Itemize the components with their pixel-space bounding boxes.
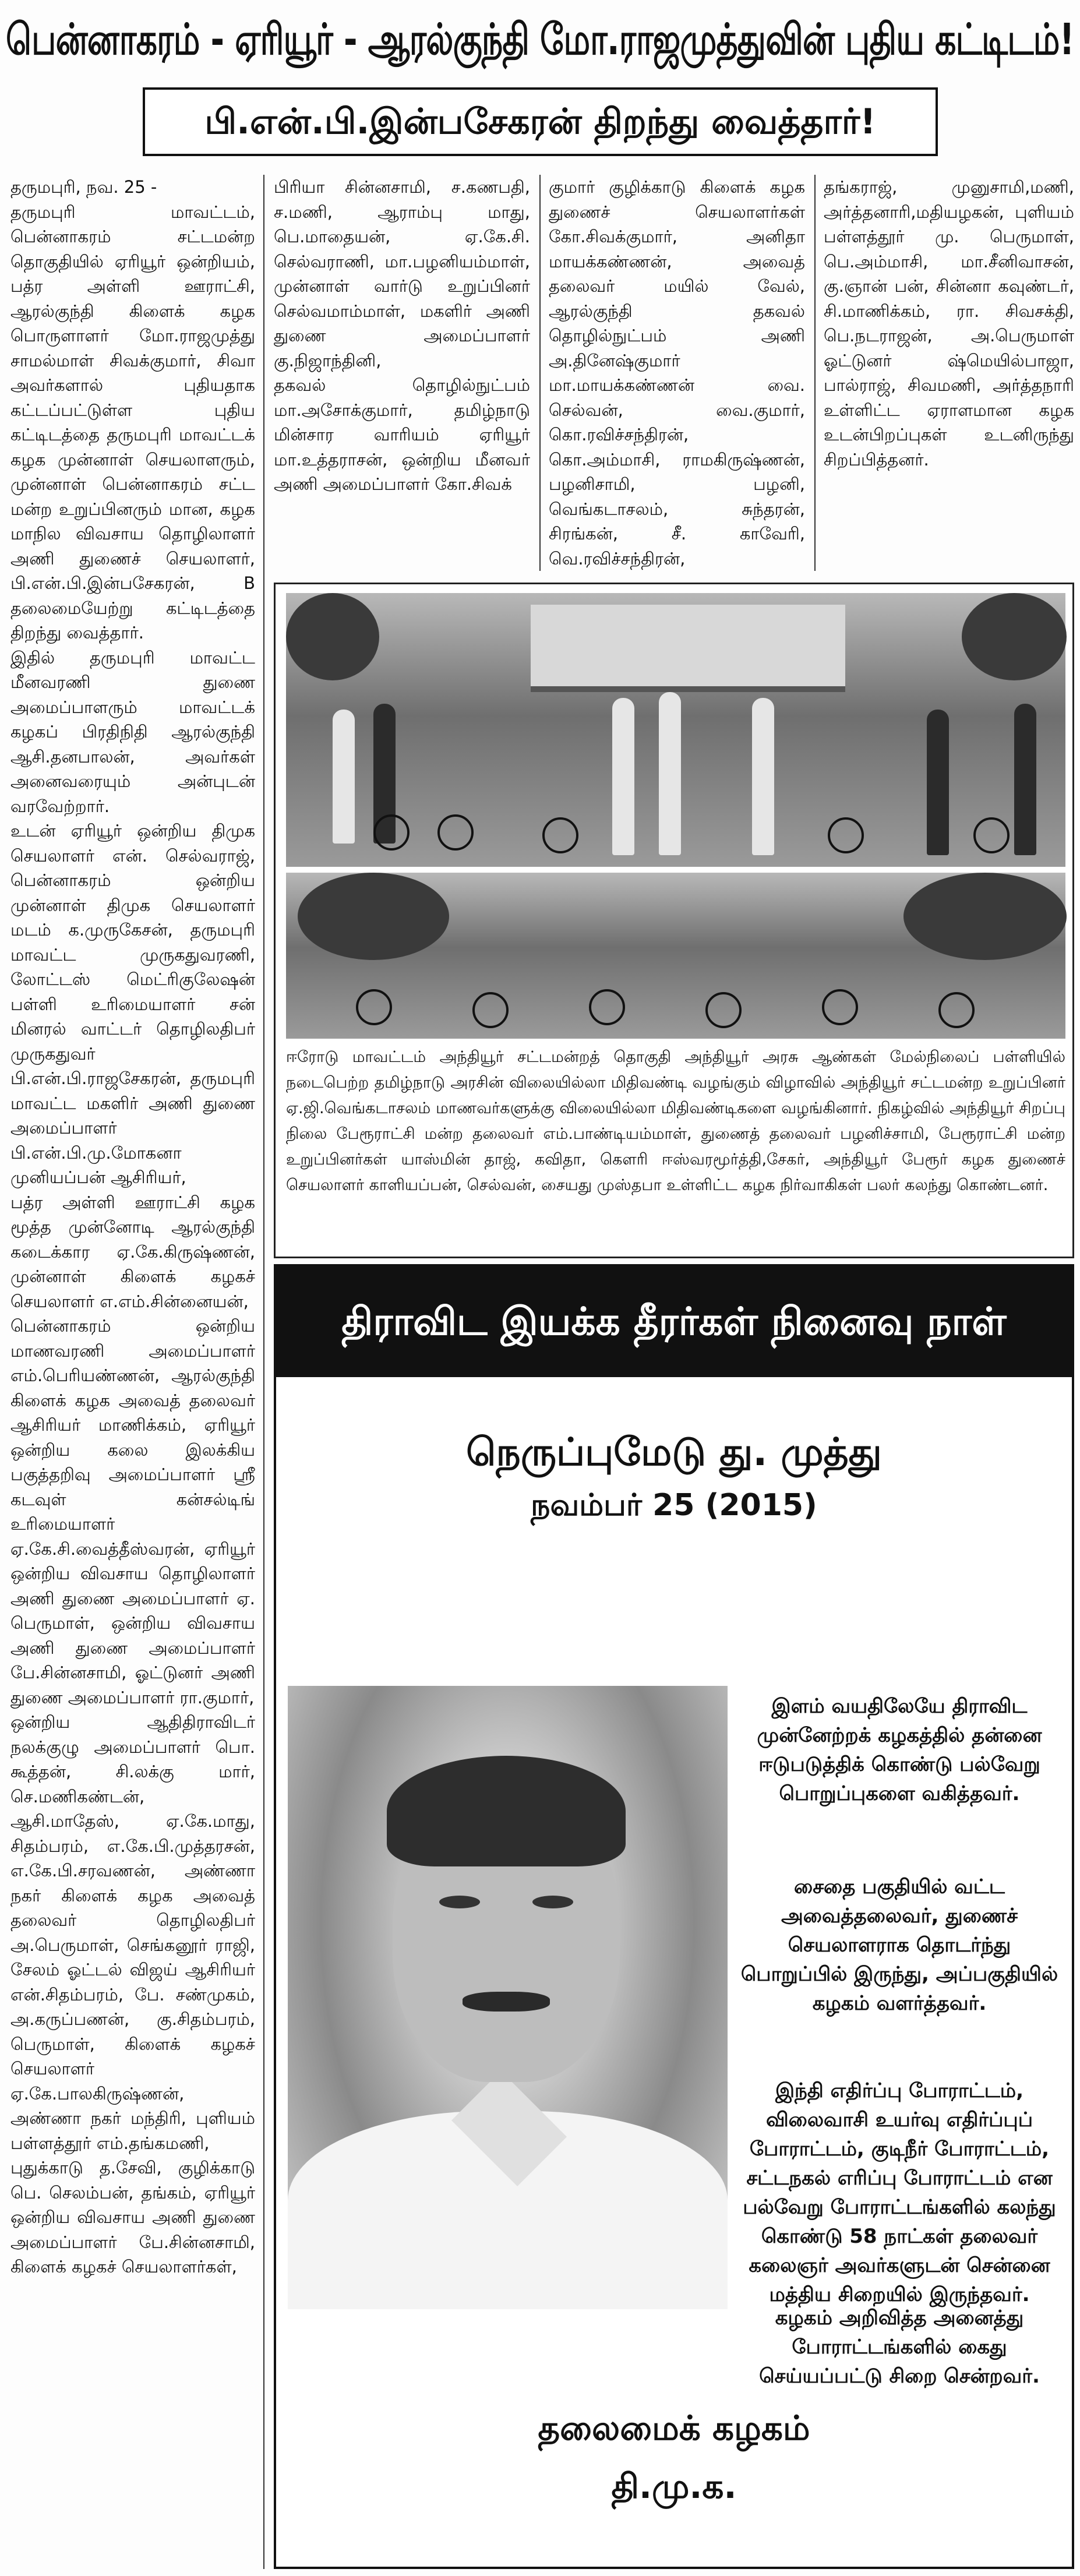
event-photo-bicycles bbox=[286, 593, 1065, 867]
photo-caption: ஈரோடு மாவட்டம் அந்தியூர் சட்டமன்றத் தொகுதி அந்தியூர் அரசு ஆண்கள் மேல்நிலைப் பள்ளியில் நடைபெற்ற தமிழ்நாடு அரசின் விலையில்லா மிதிவண்டி வழங்கும் விழாவில் அந்தியூர் சட்டமன்ற உறுப்பினர் ஏ.ஜி.வெங்கடாசலம் மாணவர்களுக்கு விலையில்லா மிதிவண்டிகளை வழங்கினார். நிகழ்வில் அந்தியூர் சிறப்பு நிலை பேரூராட்சி மன்ற தலைவர் எம்.பாண்டியம்மாள், துணைத் தலைவர் பழனிச்சாமி, பேரூராட்சி மன்ற உறுப்பினர்கள் யாஸ்மின் தாஜ், கவிதா, கௌரி ஈஸ்வரமூர்த்தி,சேகர், அந்தியூர் பேரூர் கழக துணைச் செயலாளர் காளியப்பன், செல்வன், சையது முஸ்தபா உள்ளிட்ட கழக நிர்வாகிகள் பலர் கலந்து கொண்டனர். bbox=[286, 1048, 1065, 1194]
person-figure bbox=[1014, 704, 1036, 855]
school-building bbox=[531, 605, 845, 692]
bio-paragraph: இளம் வயதிலேயே திராவிட முன்னேற்றக் கழகத்தில் தன்னை ஈடுபடுத்திக் கொண்டு பல்வேறு பொறுப்புகளை வகித்தவர். bbox=[757, 1695, 1042, 1805]
eye-shape bbox=[532, 1896, 573, 1908]
article-column-3: குமார் குழிக்காடு கிளைக் கழக துணைச் செயலாளர்கள் கோ.சிவக்குமார், அனிதா மாயக்கண்ணன், அவைத் தலைவர் மயில் வேல், ஆரல்குந்தி தகவல் தொழில்நுட்பம் அணி அ.தினேஷ்குமார் மா.மாயக்கண்ணன் வை. செல்வன், வை.குமார், கொ.ரவிச்சந்திரன், கொ.அம்மாசி, ராமகிருஷ்ணன், பழனிசாமி, பழனி, வெங்கடாசலம், சுந்தரன், சிரங்கன், சீ. காவேரி, வெ.ரவிச்சந்திரன், bbox=[549, 177, 805, 569]
memorial-name: நெருப்புமேடு து. முத்து bbox=[466, 1430, 882, 1474]
bicycle-wheel bbox=[938, 992, 975, 1028]
bio-paragraph: சைதை பகுதியில் வட்ட அவைத்தலைவர், துணைச் செயலாளராக தொடர்ந்து பொறுப்பில் இருந்து, அப்பகுதியில் கழகம் வளர்த்தவர். bbox=[740, 1875, 1058, 2015]
person-figure bbox=[333, 710, 355, 844]
eye-shape bbox=[439, 1896, 480, 1908]
bicycle-wheel bbox=[356, 989, 392, 1025]
person-figure bbox=[612, 698, 634, 855]
bicycle-wheel bbox=[542, 817, 578, 853]
bio-paragraph: இந்தி எதிர்ப்பு போராட்டம், விலைவாசி உயர்வு எதிர்ப்புப் போராட்டம், குடிநீர் போராட்டம், சட்டநகல் எரிப்பு போராட்டம் என பல்வேறு போராட்டங்களில் கலந்து கொண்டு 58 நாட்கள் தலைவர் கலைஞர் அவர்களுடன் சென்னை மத்திய சிறையில் இருந்தவர். bbox=[743, 2079, 1056, 2306]
event-photo-students bbox=[286, 873, 1065, 1039]
bicycle-wheel bbox=[973, 817, 1010, 853]
article-column-2: பிரியா சின்னசாமி, ச.கணபதி, ச.மணி, ஆராம்பு மாது, பெ.மாதையன், ஏ.கே.சி. செல்வராணி, மா.பழனியம்மாள், முன்னாள் வார்டு உறுப்பினர் செல்வமாம்மாள், மகளிர் அணி துணை அமைப்பாளர் கு.நிஜாந்தினி, தகவல் தொழில்நுட்பம் மா.அசோக்குமார், தமிழ்நாடு மின்சார வாரியம் ஏரியூர் மா.உத்தராசன், ஒன்றிய மீனவர் அணி அமைப்பாளர் கோ.சிவக் bbox=[274, 177, 530, 494]
bicycle-wheel bbox=[373, 814, 410, 851]
bicycle-wheel bbox=[705, 992, 742, 1028]
column-divider bbox=[814, 175, 816, 571]
mustache-shape bbox=[463, 1992, 550, 2012]
bicycle-wheel bbox=[828, 817, 864, 853]
bio-paragraph: கழகம் அறிவித்த அனைத்து போராட்டங்களில் கைது செய்யப்பட்டு சிறை சென்றவர். bbox=[759, 2306, 1040, 2388]
hair-shape bbox=[387, 1756, 626, 1866]
tree-shape bbox=[286, 593, 379, 680]
column-divider bbox=[263, 175, 264, 2569]
headline: பென்னாகரம் - ஏரியூர் - ஆரல்குந்தி மோ.ராஜமுத்துவின் புதிய கட்டிடம்! bbox=[6, 15, 1074, 65]
tree-shape bbox=[298, 873, 449, 960]
memorial-banner: திராவிட இயக்க தீரர்கள் நினைவு நாள் bbox=[276, 1266, 1072, 1377]
article-column-left: தருமபுரி, நவ. 25 - தருமபுரி மாவட்டம், பென்னாகரம் சட்டமன்ற தொகுதியில் ஏரியூர் ஒன்றியம், பத்ர அள்ளி ஊராட்சி, ஆரல்குந்தி கிளைக் கழக பொருளாளர் மோ.ராஜமுத்து சாமல்மாள் சிவக்குமார், சிவா அவர்களால் புதியதாக கட்டப்பட்டுள்ள புதிய கட்டிடத்தை தருமபுரி மாவட்டக் கழக முன்னாள் செயலாளரும், முன்னாள் பென்னாகரம் சட்ட மன்ற உறுப்பினரும் மான, கழக மாநில விவசாய தொழிலாளர் அணி துணைச் செயலாளர், பி.என்.பி.இன்பசேகரன், B தலைமையேற்று கட்டிடத்தை திறந்து வைத்தார். இதில் தருமபுரி மாவட்ட மீனவரணி துணை அமைப்பாளரும் மாவட்டக் கழகப் பிரதிநிதி ஆரல்குந்தி ஆசி.தனபாலன், அவர்கள் அனைவரையும் அன்புடன் வரவேற்றார். உடன் ஏரியூர் ஒன்றிய திமுக செயலாளர் என். செல்வராஜ், பென்னாகரம் ஒன்றிய முன்னாள் திமுக செயலாளர் மடம் க.முருகேசன், தருமபுரி மாவட்ட முருகதுவரணி, லோட்டஸ் மெட்ரிகுலேஷன் பள்ளி உரிமையாளர் சன் மினரல் வாட்டர் தொழிலதிபர் முருகதுவர் பி.என்.பி.ராஜசேகரன், தருமபுரி மாவட்ட மகளிர் அணி துணை அமைப்பாளர் பி.என்.பி.மு.மோகனா முனியப்பன் ஆசிரியர், பத்ர அள்ளி ஊராட்சி கழக மூத்த முன்னோடி ஆரல்குந்தி கடைக்கார ஏ.கே.கிருஷ்ணன், முன்னாள் கிளைக் கழகச் செயலாளர் எ.எம்.சின்னையன், பென்னாகரம் ஒன்றிய மாணவரணி அமைப்பாளர் எம்.பெரியண்ணன், ஆரல்குந்தி கிளைக் கழக அவைத் தலைவர் ஆசிரியர் மாணிக்கம், ஏரியூர் ஒன்றிய கலை இலக்கிய பகுத்தறிவு அமைப்பாளர் ஸ்ரீ கடவுள் கன்சல்டிங் உரிமையாளர் ஏ.கே.சி.வைத்தீஸ்வரன், ஏரியூர் ஒன்றிய விவசாய தொழிலாளர் அணி துணை அமைப்பாளர் ஏ. பெருமாள், ஒன்றிய விவசாய அணி துணை அமைப்பாளர் பே.சின்னசாமி, ஓட்டுனர் அணி துணை அமைப்பாளர் ரா.குமார், ஒன்றிய ஆதிதிராவிடர் நலக்குழு அமைப்பாளர் பொ. கூத்தன், சி.லக்கு மார், செ.மணிகண்டன், ஆசி.மாதேஸ், ஏ.கே.மாது, சிதம்பரம், எ.கே.பி.முத்தரசன், எ.கே.பி.சரவணன், அண்ணா நகர் கிளைக் கழக அவைத் தலைவர் தொழிலதிபர் அ.பெருமாள், செங்கனூர் ராஜி, சேலம் ஓட்டல் விஜய் ஆசிரியர் என்.சிதம்பரம், பே. சண்முகம், அ.கருப்பணன், கு.சிதம்பரம், பெருமாள், கிளைக் கழகச் செயலாளர் ஏ.கே.பாலகிருஷ்ணன், அண்ணா நகர் மந்திரி, புளியம் பள்ளத்தூர் எம்.தங்கமணி, புதுக்காடு த.சேவி, குழிக்காடு பெ. செலம்பன், தங்கம், ஏரியூர் ஒன்றிய விவசாய அணி துணை அமைப்பாளர் பே.சின்னசாமி, கிளைக் கழகச் செயலாளர்கள், bbox=[10, 177, 255, 2277]
person-figure bbox=[927, 710, 949, 855]
bicycle-wheel bbox=[472, 992, 509, 1028]
memorial-notice bbox=[274, 1264, 1074, 2569]
subheadline: பி.என்.பி.இன்பசேகரன் திறந்து வைத்தார்! bbox=[143, 87, 938, 156]
portrait-photo bbox=[288, 1686, 728, 2309]
tree-shape bbox=[903, 873, 1067, 960]
person-figure bbox=[752, 698, 774, 855]
signoff-party: தி.மு.க. bbox=[611, 2466, 737, 2506]
memorial-date: நவம்பர் 25 (2015) bbox=[531, 1488, 817, 1523]
signoff-headquarters: தலைமைக் கழகம் bbox=[538, 2408, 810, 2448]
bicycle-wheel bbox=[822, 989, 858, 1025]
bicycle-wheel bbox=[589, 989, 625, 1025]
person-figure bbox=[659, 692, 681, 855]
photo-feature bbox=[274, 583, 1074, 1258]
article-column-4: தங்கராஜ், முனுசாமி,மணி, அர்த்தனாரி,மதியழகன், புளியம் பள்ளத்தூர் மு. பெருமாள், பெ.அம்மாசி, மா.சீனிவாசன், கு.ஞான் பன், சின்னா கவுண்டர், சி.மாணிக்கம், ரா. சிவசக்தி, பெ.நடராஜன், அ.பெருமாள் ஓட்டுனர் ஷ்மெயில்பாஜா, பால்ராஜ், சிவமணி, அர்த்தநாரி உள்ளிட்ட ஏராளமான கழக உடன்பிறப்புகள் உடனிருந்து சிறப்பித்தனர். bbox=[824, 177, 1074, 470]
column-divider bbox=[539, 175, 541, 571]
bicycle-wheel bbox=[437, 814, 474, 851]
tree-shape bbox=[962, 593, 1067, 680]
